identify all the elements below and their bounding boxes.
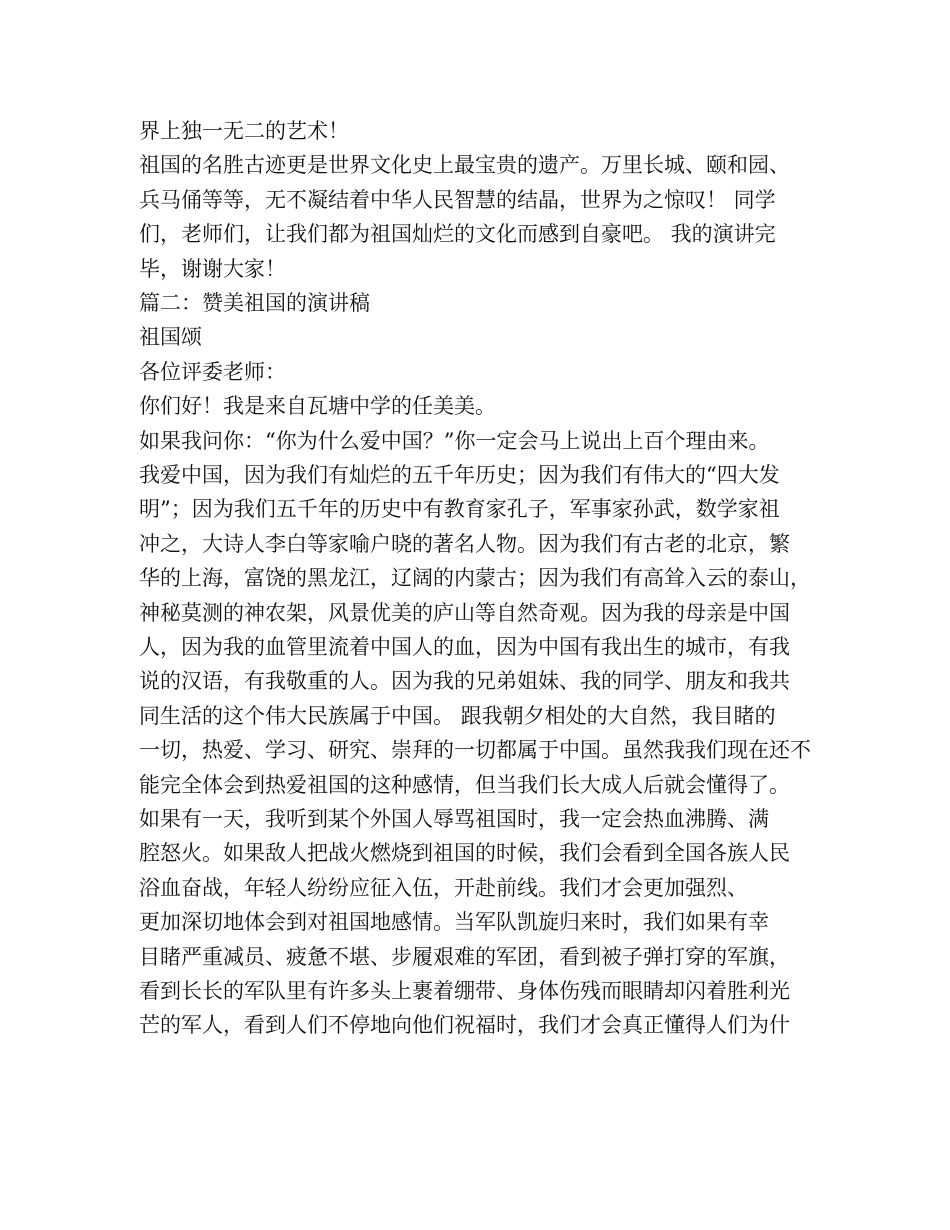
- text-line: 如果有一天，我听到某个外国人辱骂祖国时，我一定会热血沸腾、满: [139, 807, 769, 831]
- text-line: 祖国的名胜古迹更是世界文化史上最宝贵的遗产。万里长城、颐和园、: [139, 153, 790, 178]
- text-line: 如果我问你：“你为什么爱中国？”你一定会马上说出上百个理由来。: [139, 428, 770, 453]
- text-line: 一切，热爱、学习、研究、崇拜的一切都属于中国。虽然我我们现在还不: [139, 738, 811, 763]
- text-line: 毕，谢谢大家！: [139, 256, 286, 281]
- text-line: 我爱中国，因为我们有灿烂的五千年历史；因为我们有伟大的“四大发: [139, 463, 780, 487]
- text-line: 看到长长的军队里有许多头上裹着绷带、身体伤残而眼睛却闪着胜利光: [139, 979, 790, 1003]
- text-line: 人，因为我的血管里流着中国人的血，因为中国有我出生的城市，有我: [139, 635, 790, 659]
- text-line: 浴血奋战，年轻人纷纷应征入伍，开赴前线。我们才会更加强烈、: [139, 875, 748, 900]
- text-line: 明”；因为我们五千年的历史中有教育家孔子，军事家孙武，数学家祖: [139, 497, 780, 522]
- text-line: 华的上海，富饶的黑龙江，辽阔的内蒙古；因为我们有高耸入云的泰山，: [139, 566, 811, 591]
- text-line: 兵马俑等等，无不凝结着中华人民智慧的结晶，世界为之惊叹！ 同学: [139, 187, 776, 212]
- text-line: 更加深切地体会到对祖国地感情。当军队凯旋归来时，我们如果有幸: [139, 910, 769, 935]
- text-line: 祖国颂: [139, 325, 202, 350]
- text-line: 说的汉语，有我敬重的人。因为我的兄弟姐妹、我的同学、朋友和我共: [139, 669, 790, 694]
- text-line: 冲之，大诗人李白等家喻户晓的著名人物。因为我们有古老的北京，繁: [139, 531, 790, 556]
- text-line: 界上独一无二的艺术！: [139, 119, 349, 143]
- text-line: 篇二：赞美祖国的演讲稿: [139, 291, 370, 315]
- text-line: 腔怒火。如果敌人把战火燃烧到祖国的时候，我们会看到全国各族人民: [139, 841, 790, 866]
- text-line: 芒的军人，看到人们不停地向他们祝福时，我们才会真正懂得人们为什: [139, 1013, 790, 1038]
- text-line: 们，老师们，让我们都为祖国灿烂的文化而感到自豪吧。 我的演讲完: [139, 222, 776, 247]
- text-line: 神秘莫测的神农架，风景优美的庐山等自然奇观。因为我的母亲是中国: [139, 600, 790, 625]
- text-line: 同生活的这个伟大民族属于中国。 跟我朝夕相处的大自然，我目睹的: [139, 703, 776, 728]
- text-line: 你们好！我是来自瓦塘中学的任美美。: [139, 394, 496, 419]
- text-line: 能完全体会到热爱祖国的这种感情，但当我们长大成人后就会懂得了。: [139, 772, 790, 797]
- text-line: 各位评委老师：: [139, 359, 286, 384]
- text-line: 目睹严重减员、疲惫不堪、步履艰难的军团，看到被子弹打穿的军旗，: [139, 944, 790, 969]
